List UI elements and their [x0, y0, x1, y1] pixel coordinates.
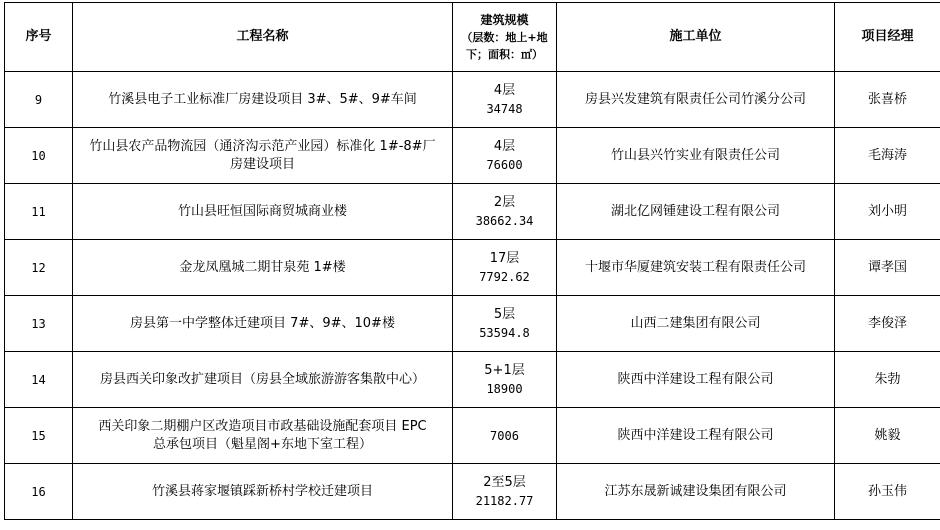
cell-scale	[453, 240, 557, 296]
scale-area: 38662.34	[455, 212, 554, 230]
project-table	[4, 2, 940, 520]
scale-area: 7792.62	[455, 268, 554, 286]
scale-floors: 5层	[455, 306, 554, 324]
scale-area: 53594.8	[455, 324, 554, 342]
header-index: 序号	[5, 3, 73, 72]
table-row	[5, 72, 940, 128]
cell-manager: 朱勃	[835, 352, 940, 408]
cell-project-name	[73, 128, 453, 184]
cell-builder: 十堰市华厦建筑安装工程有限责任公司	[557, 240, 835, 296]
scale-area: 21182.77	[455, 492, 554, 510]
cell-scale	[453, 72, 557, 128]
table-row	[5, 408, 940, 464]
table-header-row	[5, 3, 940, 72]
cell-scale	[453, 296, 557, 352]
project-name-line: 竹山县农产品物流园（通济沟示范产业园）标准化 1#-8#厂	[75, 138, 450, 156]
scale-area: 18900	[455, 380, 554, 398]
table-row	[5, 240, 940, 296]
scale-floors: 17层	[455, 250, 554, 268]
cell-index: 16	[5, 464, 73, 520]
cell-builder: 陕西中洋建设工程有限公司	[557, 408, 835, 464]
project-name-line: 房县西关印象改扩建项目（房县全域旅游游客集散中心）	[75, 371, 450, 389]
cell-builder: 竹山县兴竹实业有限责任公司	[557, 128, 835, 184]
cell-scale	[453, 464, 557, 520]
project-name-line: 总承包项目（魁星阁+东地下室工程）	[75, 436, 450, 454]
project-name-line: 房县第一中学整体迁建项目 7#、9#、10#楼	[75, 315, 450, 333]
cell-project-name	[73, 352, 453, 408]
project-name-line: 西关印象二期棚户区改造项目市政基础设施配套项目 EPC	[75, 418, 450, 436]
table-row	[5, 352, 940, 408]
cell-scale	[453, 128, 557, 184]
cell-builder: 湖北亿网锺建设工程有限公司	[557, 184, 835, 240]
cell-index: 9	[5, 72, 73, 128]
scale-floors: 4层	[455, 138, 554, 156]
scale-floors: 2层	[455, 194, 554, 212]
cell-manager: 刘小明	[835, 184, 940, 240]
cell-project-name	[73, 240, 453, 296]
cell-project-name	[73, 72, 453, 128]
header-name: 工程名称	[73, 3, 453, 72]
project-name-line: 竹溪县电子工业标准厂房建设项目 3#、5#、9#车间	[75, 91, 450, 109]
cell-project-name	[73, 296, 453, 352]
project-name-line: 竹山县旺恒国际商贸城商业楼	[75, 203, 450, 221]
cell-manager: 张喜桥	[835, 72, 940, 128]
table-body	[5, 72, 940, 520]
table-row	[5, 128, 940, 184]
cell-builder: 山西二建集团有限公司	[557, 296, 835, 352]
cell-index: 14	[5, 352, 73, 408]
header-scale	[453, 3, 557, 72]
cell-project-name	[73, 184, 453, 240]
table-row	[5, 464, 940, 520]
scale-area: 34748	[455, 100, 554, 118]
cell-index: 11	[5, 184, 73, 240]
cell-index: 12	[5, 240, 73, 296]
cell-project-name	[73, 464, 453, 520]
cell-scale	[453, 408, 557, 464]
cell-builder: 江苏东晟新诚建设集团有限公司	[557, 464, 835, 520]
cell-scale	[453, 184, 557, 240]
cell-manager: 李俊泽	[835, 296, 940, 352]
cell-manager: 孙玉伟	[835, 464, 940, 520]
cell-index: 13	[5, 296, 73, 352]
cell-index: 15	[5, 408, 73, 464]
project-name-line: 竹溪县蒋家堰镇踩新桥村学校迁建项目	[75, 483, 450, 501]
cell-manager: 姚毅	[835, 408, 940, 464]
scale-floors: 4层	[455, 82, 554, 100]
cell-manager: 谭孝国	[835, 240, 940, 296]
cell-manager: 毛海涛	[835, 128, 940, 184]
cell-builder: 陕西中洋建设工程有限公司	[557, 352, 835, 408]
scale-floors: 5+1层	[455, 362, 554, 380]
scale-floors: 2至5层	[455, 474, 554, 492]
header-scale-title: 建筑规模	[455, 12, 554, 29]
header-builder: 施工单位	[557, 3, 835, 72]
cell-scale	[453, 352, 557, 408]
header-scale-sub: （层数：地上+地下；面积：㎡）	[455, 29, 554, 63]
cell-builder: 房县兴发建筑有限责任公司竹溪分公司	[557, 72, 835, 128]
project-name-line: 金龙凤凰城二期甘泉苑 1#楼	[75, 259, 450, 277]
table-row	[5, 184, 940, 240]
table-row	[5, 296, 940, 352]
scale-area: 7006	[455, 427, 554, 445]
scale-area: 76600	[455, 156, 554, 174]
cell-index: 10	[5, 128, 73, 184]
header-manager: 项目经理	[835, 3, 940, 72]
project-name-line: 房建设项目	[75, 156, 450, 174]
cell-project-name	[73, 408, 453, 464]
